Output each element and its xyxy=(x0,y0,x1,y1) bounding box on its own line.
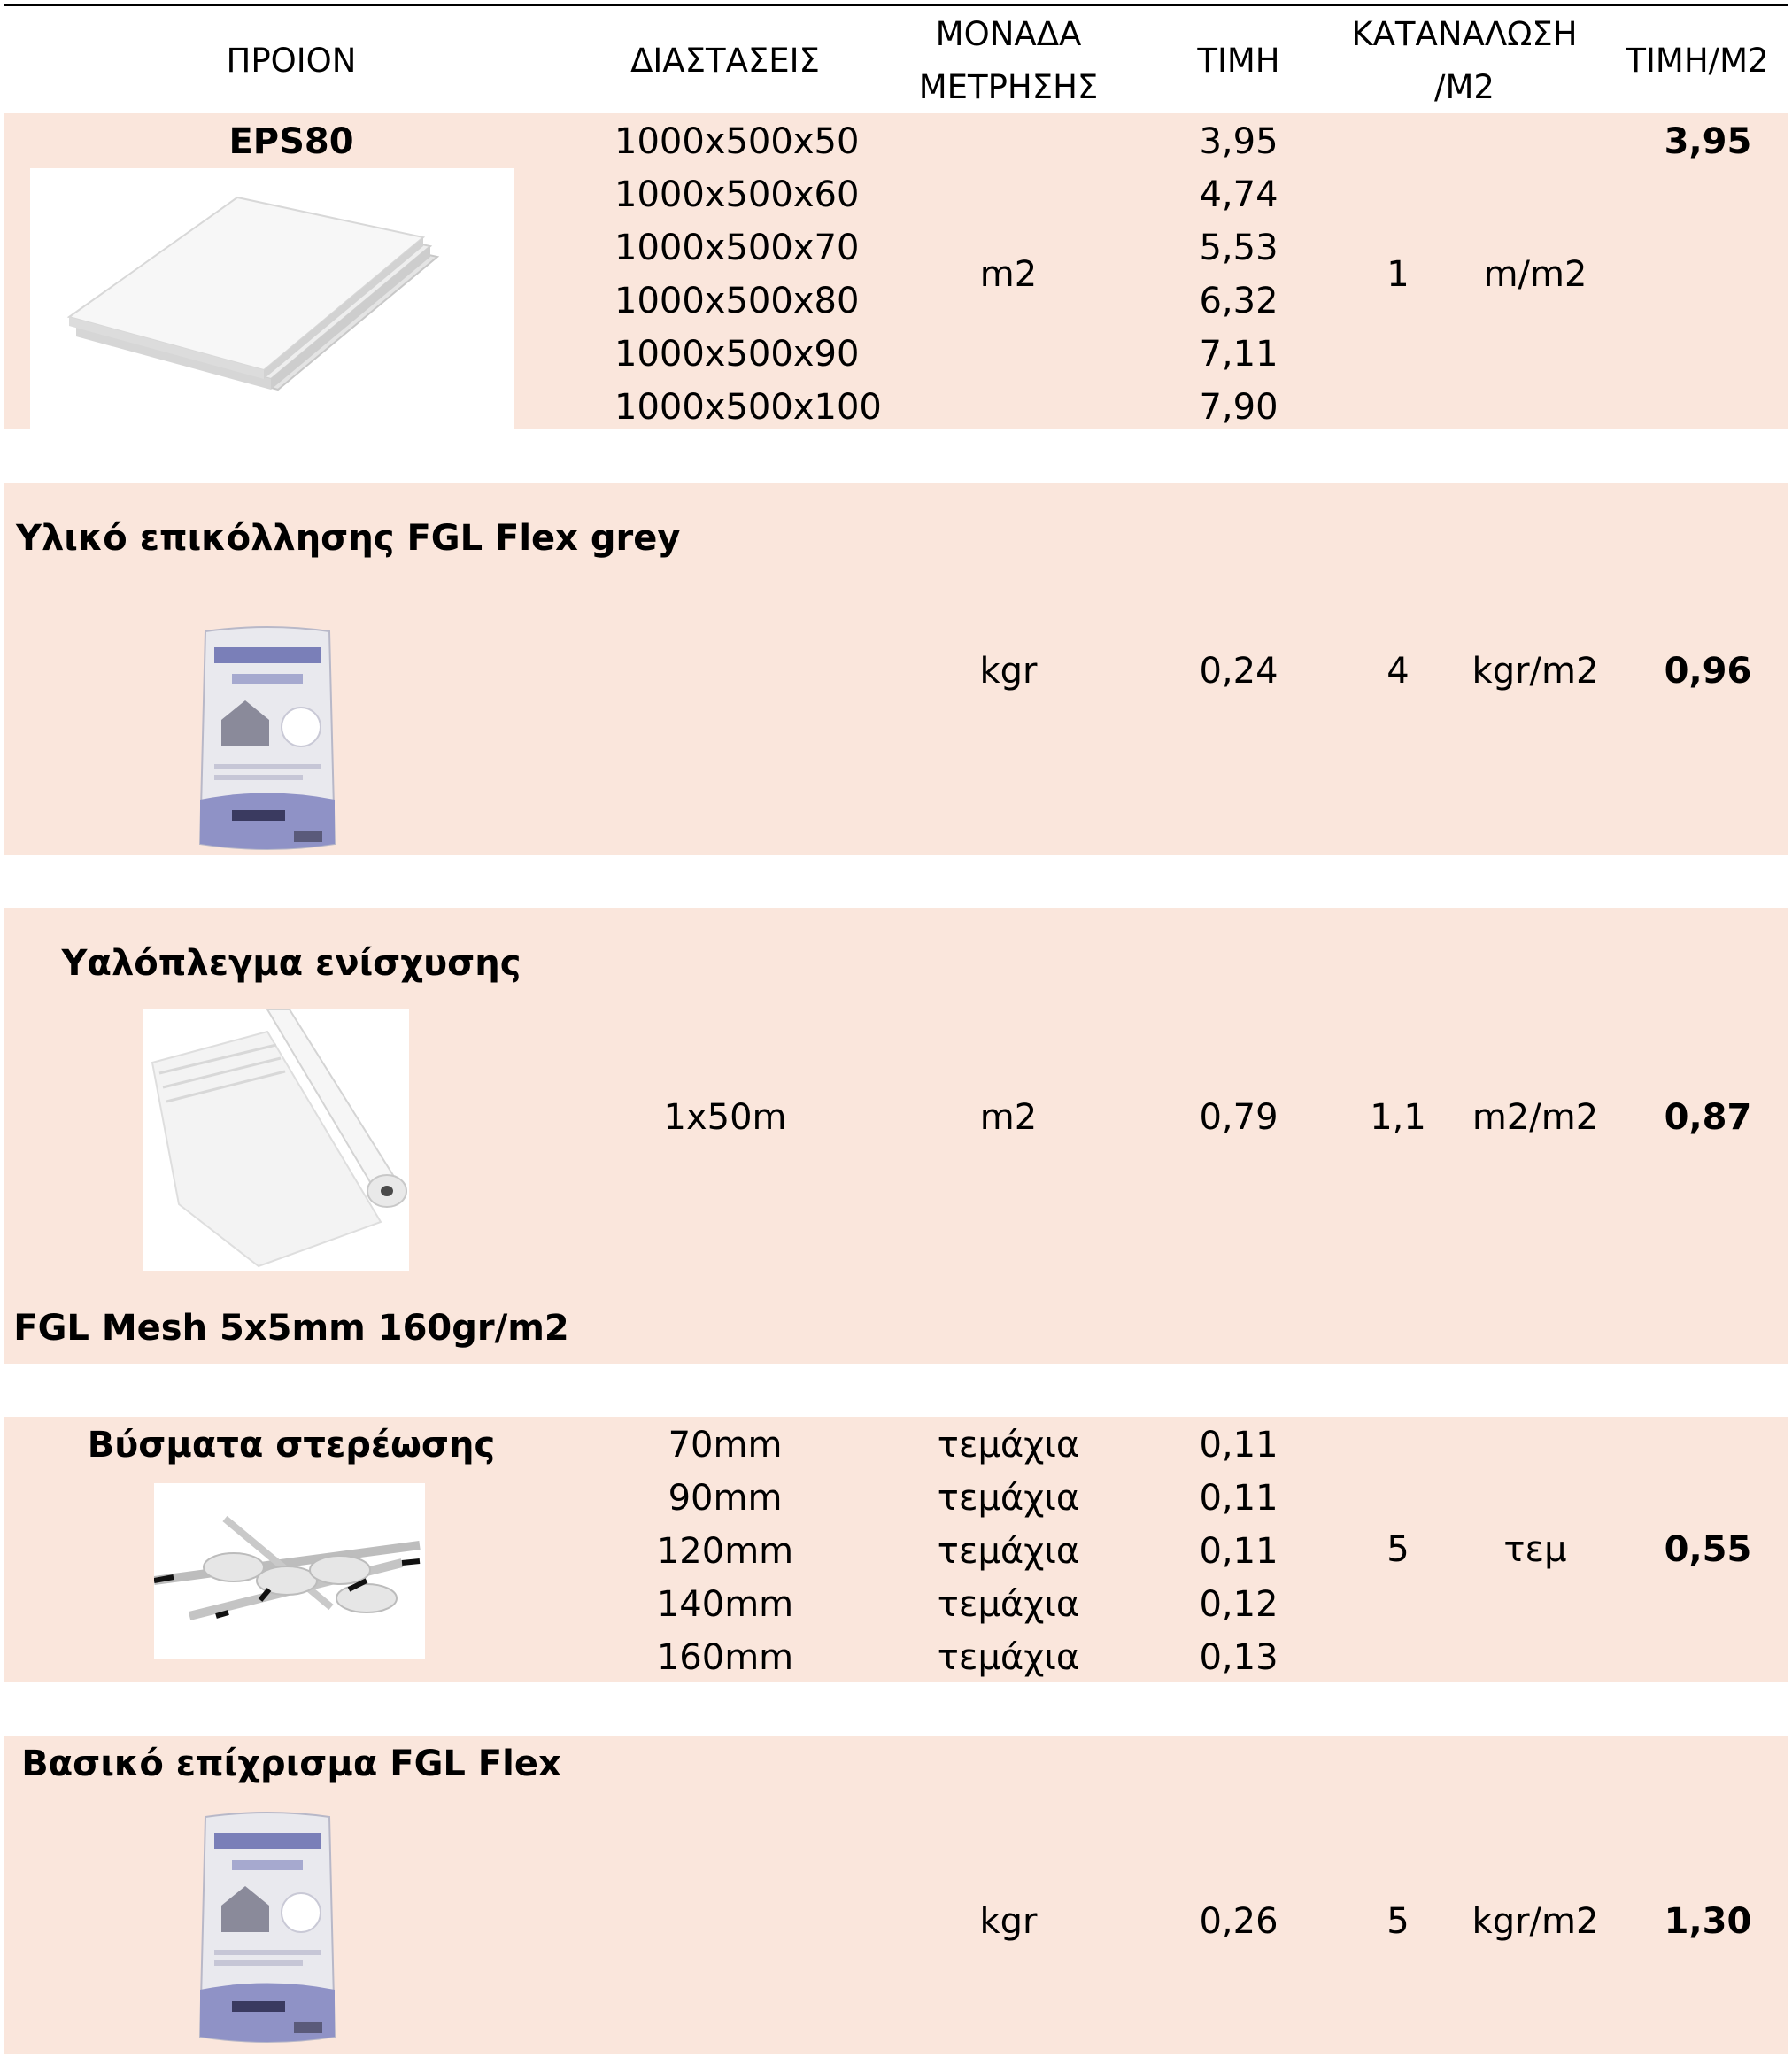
price-row: 0,11 xyxy=(1199,1531,1278,1572)
price-value: 0,24 xyxy=(1199,651,1278,692)
consumption-value: 5 xyxy=(1386,1901,1410,1942)
price-per-m2: 1,30 xyxy=(1664,1901,1752,1942)
price-per-m2: 3,95 xyxy=(1664,121,1752,162)
price-value: 0,26 xyxy=(1199,1901,1278,1942)
price-row: 5,53 xyxy=(1199,228,1278,268)
dimension-row: 120mm xyxy=(656,1531,794,1572)
dimension-value: 1x50m xyxy=(663,1097,787,1138)
adhesive-bag-image xyxy=(197,623,338,855)
unit-row: τεμάχια xyxy=(937,1637,1080,1678)
section-adhesive xyxy=(4,483,1788,855)
dimension-row: 1000x500x80 xyxy=(614,281,860,321)
section-eps80 xyxy=(4,113,1788,429)
price-row: 4,74 xyxy=(1199,174,1278,215)
consumption-value: 4 xyxy=(1386,651,1410,692)
price-row: 7,11 xyxy=(1199,334,1278,375)
price-per-m2: 0,55 xyxy=(1664,1529,1752,1570)
unit-row: τεμάχια xyxy=(937,1425,1080,1465)
header-dimensions: ΔΙΑΣΤΑΣΕΙΣ xyxy=(630,42,820,80)
price-row: 0,13 xyxy=(1199,1637,1278,1678)
table-header xyxy=(4,4,1788,120)
header-price-per-m2: ΤΙΜΗ/Μ2 xyxy=(1626,42,1769,80)
unit-value: kgr xyxy=(979,1901,1038,1942)
price-per-m2: 0,87 xyxy=(1664,1097,1752,1138)
price-value: 0,79 xyxy=(1199,1097,1278,1138)
price-row: 7,90 xyxy=(1199,387,1278,428)
header-product: ΠΡΟΙΟΝ xyxy=(226,42,357,80)
price-row: 3,95 xyxy=(1199,121,1278,162)
price-row: 6,32 xyxy=(1199,281,1278,321)
section-anchors xyxy=(4,1417,1788,1682)
price-row: 0,11 xyxy=(1199,1478,1278,1519)
dimension-row: 1000x500x90 xyxy=(614,334,860,375)
dimension-row: 140mm xyxy=(656,1584,794,1625)
header-price: ΤΙΜΗ xyxy=(1197,42,1280,80)
dimension-row: 90mm xyxy=(668,1478,783,1519)
consumption-unit: m2/m2 xyxy=(1471,1097,1599,1138)
product-name: Βύσματα στερέωσης xyxy=(87,1425,496,1465)
price-per-m2: 0,96 xyxy=(1664,651,1752,692)
consumption-unit: kgr/m2 xyxy=(1471,651,1599,692)
basecoat-bag-image xyxy=(197,1808,338,2047)
unit-value: kgr xyxy=(979,651,1038,692)
product-name: Βασικό επίχρισμα FGL Flex xyxy=(21,1744,561,1784)
section-basecoat xyxy=(4,1736,1788,2054)
product-name: EPS80 xyxy=(228,121,354,162)
dimension-row: 1000x500x100 xyxy=(614,387,882,428)
header-unit: ΜΟΝΑΔΑ ΜΕΤΡΗΣΗΣ xyxy=(918,15,1099,106)
section-mesh xyxy=(4,908,1788,1364)
anchors-image xyxy=(154,1483,425,1659)
dimension-row: 1000x500x50 xyxy=(614,121,860,162)
consumption-unit: τεμ xyxy=(1503,1529,1567,1570)
header-consumption: ΚΑΤΑΝΑΛΩΣΗ /M2 xyxy=(1351,15,1578,106)
price-row: 0,11 xyxy=(1199,1425,1278,1465)
unit-row: τεμάχια xyxy=(937,1531,1080,1572)
product-name: Υλικό επικόλλησης FGL Flex grey xyxy=(16,518,681,559)
product-subtitle: FGL Mesh 5x5mm 160gr/m2 xyxy=(13,1308,569,1349)
dimension-row: 1000x500x70 xyxy=(614,228,860,268)
dimension-row: 1000x500x60 xyxy=(614,174,860,215)
dimension-row: 160mm xyxy=(656,1637,794,1678)
product-name: Υαλόπλεγμα ενίσχυσης xyxy=(61,943,521,984)
unit-row: τεμάχια xyxy=(937,1584,1080,1625)
dimension-row: 70mm xyxy=(668,1425,783,1465)
consumption-unit: m/m2 xyxy=(1483,254,1587,295)
consumption-value: 1,1 xyxy=(1370,1097,1426,1138)
consumption-unit: kgr/m2 xyxy=(1471,1901,1599,1942)
mesh-roll-image xyxy=(143,1009,409,1271)
unit-row: τεμάχια xyxy=(937,1478,1080,1519)
eps-board-image xyxy=(30,168,514,429)
unit-value: m2 xyxy=(979,1097,1038,1138)
consumption-value: 5 xyxy=(1386,1529,1410,1570)
consumption-value: 1 xyxy=(1386,254,1410,295)
price-row: 0,12 xyxy=(1199,1584,1278,1625)
unit-value: m2 xyxy=(979,254,1038,295)
